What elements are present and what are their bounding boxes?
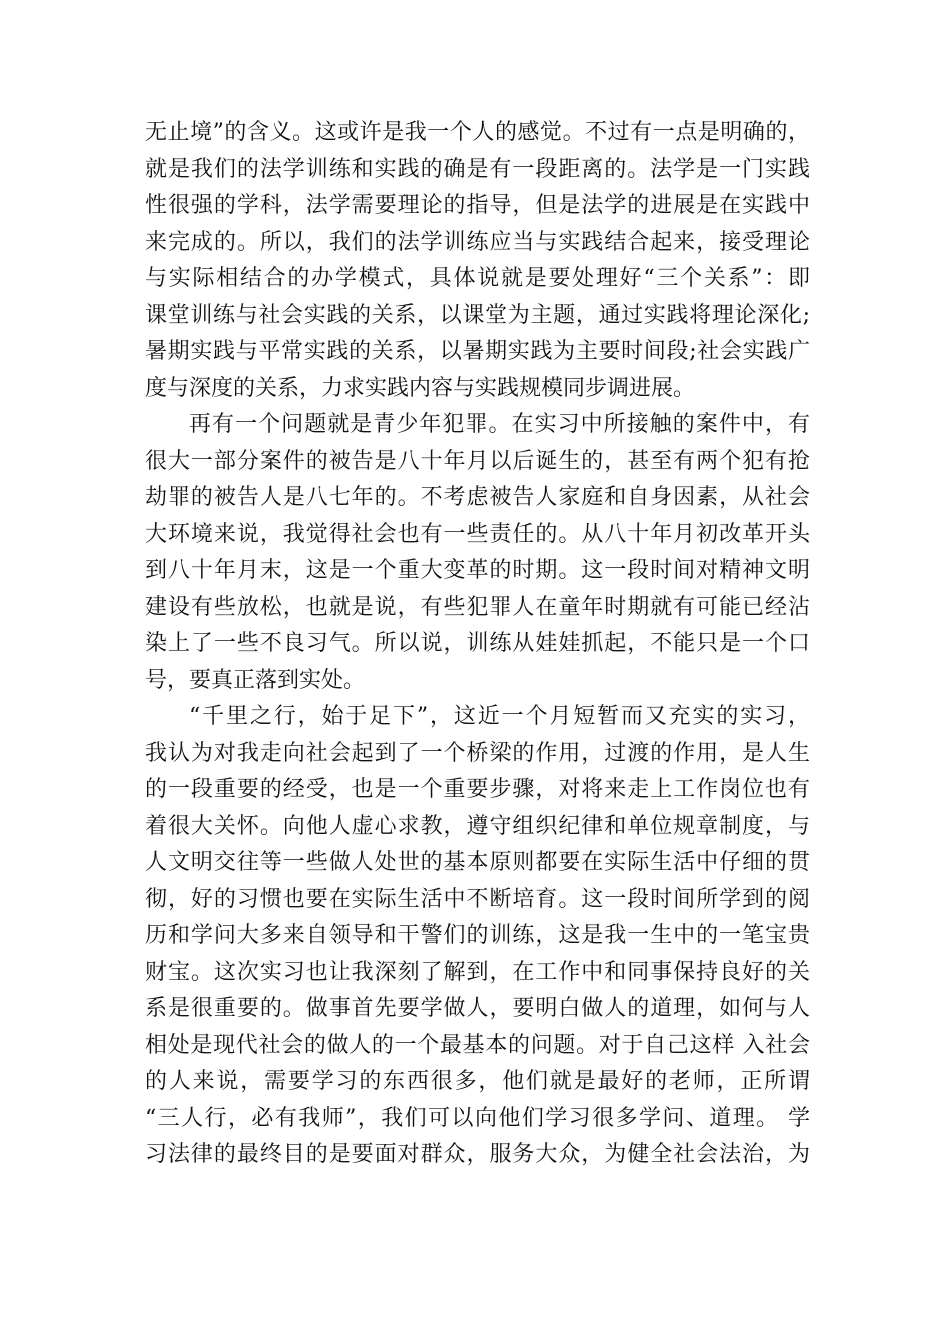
text-line: 人文明交往等一些做人处世的基本原则都要在实际生活中仔细的贯 [145,850,810,875]
text-line: 的人来说，需要学习的东西很多，他们就是最好的老师，正所谓 [145,1069,810,1094]
text-line: 系是很重要的。做事首先要学做人，要明白做人的道理，如何与人 [145,996,810,1021]
text-line: “三人行，必有我师”，我们可以向他们学习很多学问、道理。 学 [145,1105,810,1131]
text-line: 度与深度的关系，力求实践内容与实践规模同步调进展。 [145,375,696,401]
text-line: 着很大关怀。向他人虚心求教，遵守组织纪律和单位规章制度，与 [145,813,810,839]
text-line: 再有一个问题就是青少年犯罪。在实习中所接触的案件中，有 [189,412,810,437]
text-line: 与实际相结合的办学模式，具体说就是要处理好“三个关系”：即 [145,266,810,291]
text-line: 我认为对我走向社会起到了一个桥梁的作用，过渡的作用，是人生 [145,740,810,766]
text-line: 来完成的。所以，我们的法学训练应当与实践结合起来，接受理论 [145,229,810,255]
text-line: 到八十年月末，这是一个重大变革的时期。这一段时间对精神文明 [145,558,810,583]
text-line: 无止境”的含义。这或许是我一个人的感觉。不过有一点是明确的， [145,120,810,145]
text-line: 建设有些放松，也就是说，有些犯罪人在童年时期就有可能已经沾 [145,594,810,620]
text-line: 大环境来说，我觉得社会也有一些责任的。从八十年月初改革开头 [145,521,810,547]
text-line: 财宝。这次实习也让我深刻了解到，在工作中和同事保持良好的关 [145,959,810,985]
text-line: 彻，好的习惯也要在实际生活中不断培育。这一段时间所学到的阅 [145,886,810,912]
text-line: 相处是现代社会的做人的一个最基本的问题。对于自己这样 入社会 [145,1032,810,1058]
text-line: 染上了一些不良习气。所以说，训练从娃娃抓起，不能只是一个口 [145,631,810,656]
text-line: 劫罪的被告人是八七年的。不考虑被告人家庭和自身因素，从社会 [145,485,810,510]
text-line: 习法律的最终目的是要面对群众，服务大众，为健全社会法治，为 [145,1142,810,1167]
text-line: 就是我们的法学训练和实践的确是有一段距离的。法学是一门实践 [145,156,810,182]
text-line: 号，要真正落到实处。 [145,667,366,693]
text-line: “千里之行，始于足下”，这近一个月短暂而又充实的实习， [189,704,810,729]
text-line: 性很强的学科，法学需要理论的指导，但是法学的进展是在实践中 [145,193,810,218]
text-line: 很大一部分案件的被告是八十年月以后诞生的，甚至有两个犯有抢 [145,448,810,474]
text-line: 课堂训练与社会实践的关系，以课堂为主题，通过实践将理论深化; [145,302,810,328]
text-line: 暑期实践与平常实践的关系，以暑期实践为主要时间段;社会实践广 [145,339,810,364]
text-line: 的一段重要的经受，也是一个重要步骤，对将来走上工作岗位也有 [145,777,810,802]
text-line: 历和学问大多来自领导和干警们的训练，这是我一生中的一笔宝贵 [145,923,810,948]
body-text [145,115,810,1174]
